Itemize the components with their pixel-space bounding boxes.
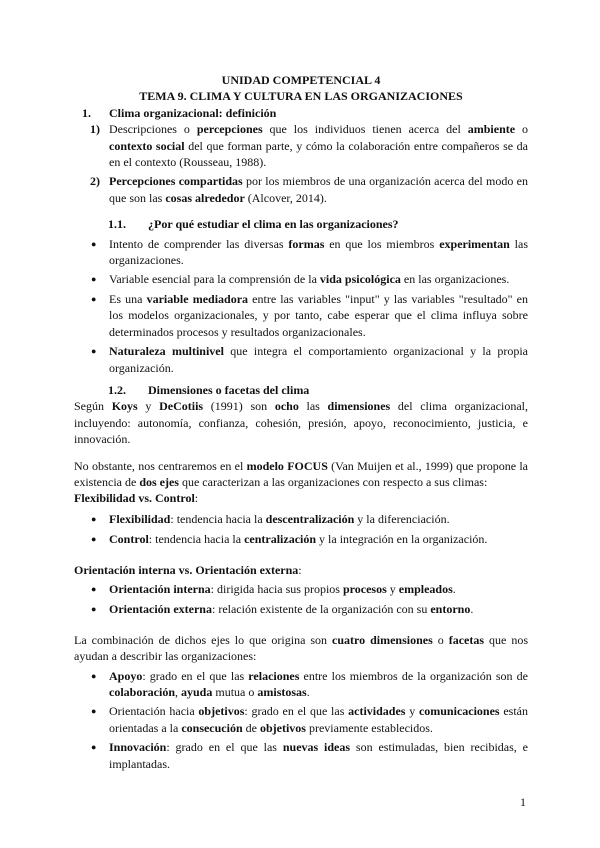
bold-text: variable mediadora bbox=[146, 291, 249, 306]
bullet-icon: ● bbox=[91, 604, 97, 615]
paragraph bbox=[74, 632, 528, 665]
facets-list bbox=[74, 668, 528, 772]
text-run: , bbox=[175, 685, 181, 699]
bold-text: Percepciones compartidas bbox=[109, 174, 243, 189]
bold-text: empleados bbox=[398, 581, 453, 596]
list-item bbox=[74, 271, 528, 287]
bullet-icon: ● bbox=[91, 238, 97, 249]
text-run: Según bbox=[74, 399, 112, 414]
text-run: por los miembros de una organización acerca del modo en que son las bbox=[109, 174, 528, 205]
definition-text bbox=[109, 173, 528, 206]
bold-text: amistosas bbox=[257, 685, 307, 699]
text-run: y la diferenciación. bbox=[354, 511, 450, 526]
axis-heading bbox=[74, 490, 528, 506]
bold-text: Koys bbox=[111, 399, 138, 414]
bold-text: experimentan bbox=[439, 236, 510, 251]
bold-text: objetivos bbox=[259, 720, 306, 735]
bullet-icon: ● bbox=[91, 346, 97, 357]
bold-text: procesos bbox=[342, 581, 387, 596]
bold-text: Innovación bbox=[109, 740, 167, 755]
bold-text: entorno bbox=[430, 602, 471, 617]
bullet-icon: ● bbox=[91, 274, 97, 285]
section-title: Clima organizacional: definición bbox=[109, 105, 277, 120]
list-item-text bbox=[109, 668, 528, 701]
axis-title: Orientación interna vs. Orientación externa bbox=[74, 562, 299, 577]
list-item bbox=[74, 601, 528, 617]
definition-number: 2) bbox=[90, 174, 100, 189]
list-item-text bbox=[109, 511, 528, 527]
list-item-text bbox=[109, 703, 528, 736]
text-run: (1991) son bbox=[203, 399, 275, 414]
bold-text: objetivos bbox=[198, 704, 245, 719]
bold-text: contexto social bbox=[109, 138, 185, 153]
subsection-title: Dimensiones o facetas del clima bbox=[148, 382, 310, 397]
axis-title: Flexibilidad vs. Control bbox=[74, 491, 195, 506]
text-run: (Van Muijen et al., 1999) que propone la existencia de bbox=[74, 458, 529, 489]
text-run: del que forman parte, y cómo la colaboración entre compañeros se da en el contexto (Rousseau, 1988). bbox=[109, 138, 528, 170]
bold-text: relaciones bbox=[248, 668, 300, 683]
bold-text: Flexibilidad bbox=[109, 511, 171, 526]
list-item-text bbox=[109, 271, 528, 287]
definitions-list bbox=[74, 121, 528, 206]
text-run: entre las variables "input" y las variables "resultado" en los modelos organizacionales, y por tanto, cabe esperar que el clima influya sobre determinados procesos y resultados organizacionales. bbox=[109, 291, 528, 339]
text-run: son estimuladas, bien recibidas, e implantadas. bbox=[109, 740, 528, 771]
bold-text: DeCotiis bbox=[159, 399, 204, 414]
list-item bbox=[74, 236, 528, 269]
list-item-text bbox=[109, 739, 528, 772]
text-run: las bbox=[298, 399, 328, 414]
bold-text: cosas alrededor bbox=[165, 190, 245, 205]
list-item-text bbox=[109, 236, 528, 269]
bold-text: vida psicológica bbox=[319, 272, 401, 287]
bold-text: comunicaciones bbox=[418, 704, 500, 719]
list-item-text bbox=[109, 581, 528, 597]
list-item-text bbox=[109, 343, 528, 376]
list-item bbox=[74, 703, 528, 736]
text-run: de bbox=[242, 720, 260, 735]
text-run: en las organizaciones. bbox=[400, 272, 510, 287]
text-run: mutua o bbox=[212, 685, 258, 699]
bold-text: Orientación externa bbox=[109, 602, 212, 617]
axis-list bbox=[74, 511, 528, 548]
unit-title: UNIDAD COMPETENCIAL 4 bbox=[221, 73, 381, 87]
bold-text: Naturaleza multinivel bbox=[109, 344, 224, 359]
text-run: las organizaciones. bbox=[109, 236, 528, 268]
text-run: que caracterizan a las organizaciones con respecto a sus climas: bbox=[178, 474, 488, 489]
text-run: previamente establecidos. bbox=[305, 720, 433, 735]
list-item bbox=[74, 531, 528, 547]
text-run: (Alcover, 2014). bbox=[244, 190, 327, 205]
bold-text: Apoyo bbox=[109, 668, 143, 683]
bullet-icon: ● bbox=[91, 293, 97, 304]
bold-text: colaboración bbox=[109, 685, 175, 699]
topic-title: TEMA 9. CLIMA Y CULTURA EN LAS ORGANIZACIONES bbox=[139, 89, 463, 104]
text-run: : dirigida hacia sus propios bbox=[210, 581, 343, 596]
list-item bbox=[74, 511, 528, 527]
list-item-text bbox=[109, 531, 528, 547]
bold-text: dos ejes bbox=[139, 474, 179, 489]
text-run: : grado en el que las bbox=[166, 740, 283, 755]
axis-colon: : bbox=[194, 491, 199, 506]
text-run: en que los miembros bbox=[324, 236, 440, 251]
list-item-text bbox=[109, 601, 528, 617]
text-run: La combinación de dichos ejes lo que origina son bbox=[74, 632, 333, 647]
bold-text: consecución bbox=[181, 720, 243, 735]
text-run: que integra el comportamiento organizacional y la propia organización. bbox=[109, 344, 528, 375]
text-run: Intento de comprender las diversas bbox=[109, 236, 289, 251]
list-item-text bbox=[109, 291, 528, 340]
text-run: o bbox=[515, 122, 529, 137]
text-run: o bbox=[432, 632, 449, 647]
text-run: están orientadas a la bbox=[109, 704, 528, 735]
text-run: Variable esencial para la comprensión de la bbox=[109, 272, 320, 287]
definition-text bbox=[109, 121, 528, 170]
subsection-title: ¿Por qué estudiar el clima en las organizaciones? bbox=[148, 217, 399, 232]
text-run: : grado en el que las bbox=[142, 668, 249, 683]
text-run: . bbox=[306, 685, 310, 699]
list-item bbox=[74, 291, 528, 340]
axis-list bbox=[74, 581, 528, 618]
paragraph bbox=[74, 398, 528, 447]
bullet-icon: ● bbox=[91, 706, 97, 717]
bullet-icon: ● bbox=[91, 670, 97, 681]
paragraph bbox=[74, 458, 528, 491]
section-heading bbox=[74, 105, 528, 121]
bold-text: modelo FOCUS bbox=[246, 458, 328, 473]
reasons-list bbox=[74, 236, 528, 376]
text-run: . bbox=[470, 602, 474, 617]
subsection-number: 1.1. bbox=[108, 217, 126, 232]
bold-text: actividades bbox=[348, 704, 406, 719]
subsection-heading bbox=[74, 216, 528, 232]
bold-text: centralización bbox=[244, 532, 317, 547]
bold-text: cuatro dimensiones bbox=[332, 632, 433, 647]
bullet-icon: ● bbox=[91, 513, 97, 524]
text-run: : relación existente de la organización con su bbox=[211, 602, 431, 617]
text-run: Descripciones o bbox=[109, 122, 197, 137]
list-item bbox=[74, 668, 528, 701]
bold-text: percepciones bbox=[196, 122, 263, 137]
bold-text: formas bbox=[288, 236, 325, 251]
text-run: No obstante, nos centraremos en el bbox=[74, 458, 247, 473]
text-run: y la integración en la organización. bbox=[316, 532, 488, 547]
list-item bbox=[74, 343, 528, 376]
bold-text: ambiente bbox=[467, 122, 516, 137]
document-page bbox=[74, 72, 528, 772]
text-run: : grado en el que las bbox=[244, 704, 349, 719]
definition-number: 1) bbox=[90, 122, 100, 137]
bold-text: ocho bbox=[274, 399, 299, 414]
bullet-icon: ● bbox=[91, 534, 97, 545]
bold-text: ayuda bbox=[181, 685, 213, 699]
bullet-icon: ● bbox=[91, 742, 97, 753]
text-run: : tendencia hacia la bbox=[148, 532, 245, 547]
bold-text: dimensiones bbox=[327, 399, 391, 414]
text-run: que nos ayudan a describir las organizaciones: bbox=[74, 632, 529, 664]
subsection-number: 1.2. bbox=[108, 382, 126, 397]
text-run: y bbox=[405, 704, 419, 719]
bold-text: nuevas ideas bbox=[282, 740, 351, 755]
text-run: que los individuos tienen acerca del bbox=[262, 122, 468, 137]
bullet-icon: ● bbox=[91, 583, 97, 594]
subsection-heading bbox=[74, 382, 528, 398]
bold-text: descentralización bbox=[265, 511, 355, 526]
list-item bbox=[74, 581, 528, 597]
page-number: 1 bbox=[520, 795, 526, 809]
bold-text: Orientación interna bbox=[109, 581, 211, 596]
list-item bbox=[74, 739, 528, 772]
axis-heading bbox=[74, 562, 528, 578]
section-number: 1. bbox=[82, 105, 91, 120]
text-run: Es una bbox=[109, 291, 147, 306]
text-run: : tendencia hacia la bbox=[170, 511, 266, 526]
text-run: del clima organizacional, incluyendo: autonomía, confianza, cohesión, presión, apoyo, reconocimiento, justicia, e innovación. bbox=[74, 399, 528, 447]
axis-colon: : bbox=[298, 562, 302, 577]
bold-text: facetas bbox=[448, 632, 485, 647]
bold-text: Control bbox=[109, 532, 149, 547]
definition-item bbox=[74, 173, 528, 206]
definition-item bbox=[74, 121, 528, 170]
text-run: entre los miembros de la organización son de bbox=[299, 668, 528, 683]
text-run: y bbox=[386, 581, 399, 596]
text-run: Orientación hacia bbox=[109, 704, 199, 719]
text-run: y bbox=[137, 399, 160, 414]
text-run: . bbox=[452, 581, 456, 596]
